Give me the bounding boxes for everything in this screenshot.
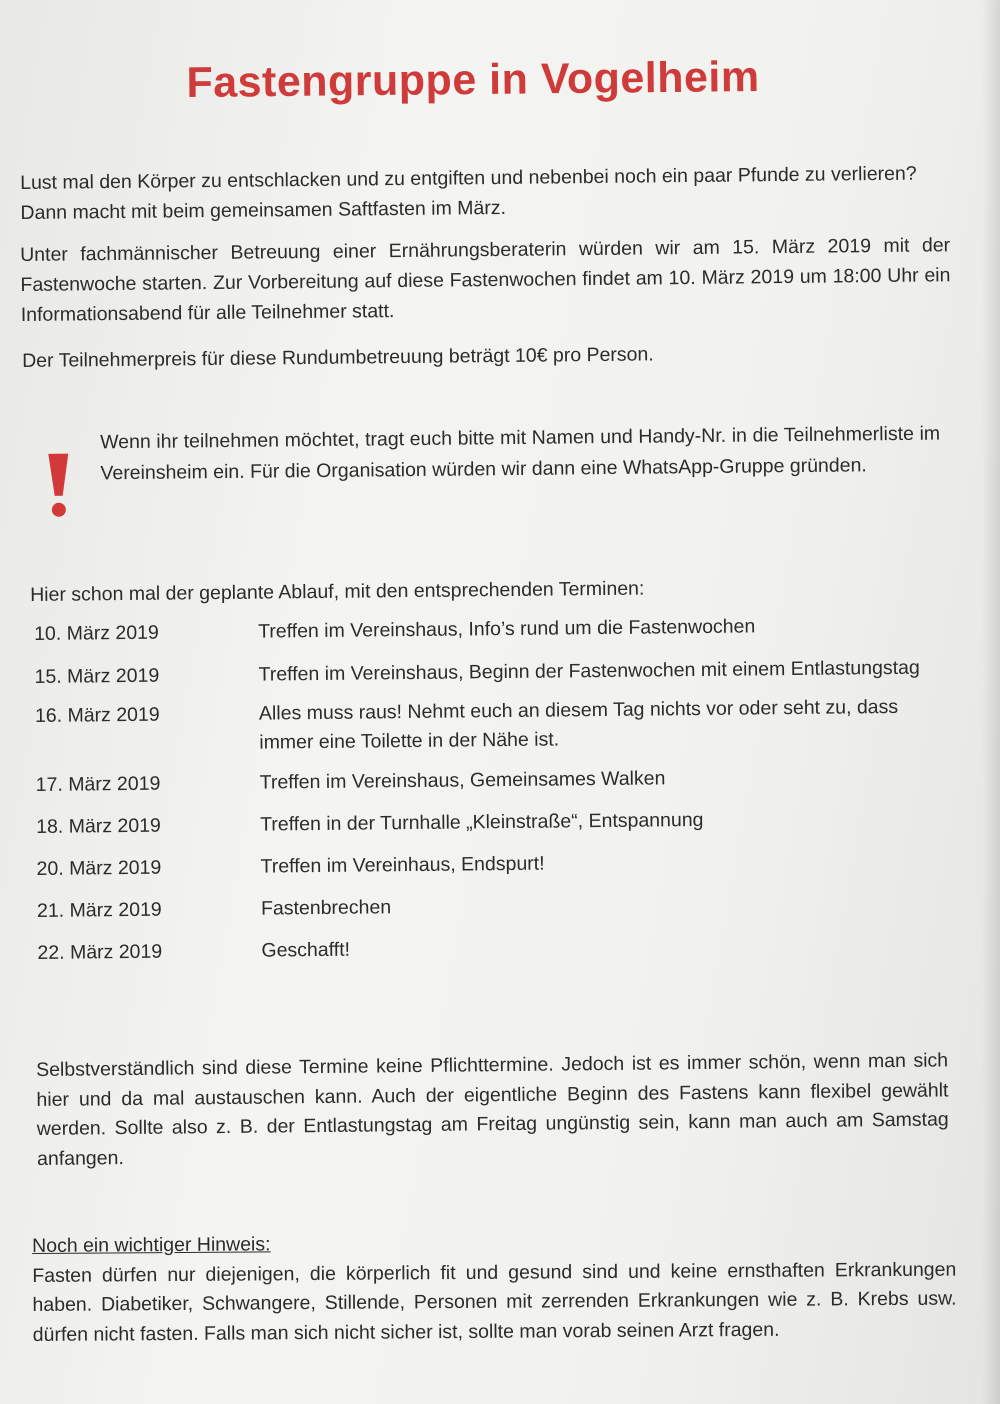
notice-text: Wenn ihr teilnehmen möchtet, tragt euch bitte mit Namen und Handy-Nr. in die Teilnehmerliste im Vereinsheim ein. Für die Organisation würden wir dann eine WhatsApp-Gruppe gründen.: [100, 422, 941, 485]
schedule-row: [32, 845, 942, 884]
schedule-list: [30, 610, 944, 968]
schedule-description: Treffen im Vereinhaus, Endspurt!: [260, 852, 545, 878]
hint-body: Fasten dürfen nur diejenigen, die körperlich fit und gesund sind und keine ernsthaften Erkrankungen haben. Diabetiker, Schwangere, Stillende, Personen mit zerrenden Erkrankungen wie z. B. Krebs usw. dürfen nicht fasten. Falls man sich nicht sicher ist, sollte man vorab seinen Arzt fragen.: [32, 1258, 957, 1346]
main-paragraph: Unter fachmännischer Betreuung einer Ernährungsberaterin würden wir am 15. März 2019 mit der Fastenwoche starten. Zur Vorbereitung auf diese Fastenwochen findet am 10. März 2019 um 18:00 Uhr ein Informationsabend für alle Teilnehmer statt.: [20, 234, 951, 326]
price-paragraph: Der Teilnehmerpreis für diese Rundumbetreuung beträgt 10€ pro Person.: [22, 343, 654, 372]
hint-heading: Noch ein wichtiger Hinweis:: [32, 1233, 271, 1257]
schedule-date: 20. März 2019: [36, 856, 162, 880]
schedule-date: 10. März 2019: [34, 621, 159, 645]
schedule-description: Alles muss raus! Nehmt euch an diesem Tag nichts vor oder seht zu, dass immer eine Toilette in der Nähe ist.: [258, 695, 899, 754]
schedule-description: Treffen im Vereinshaus, Beginn der Fastenwochen mit einem Entlastungstag: [258, 656, 920, 686]
schedule-row: [30, 610, 940, 649]
schedule-row: [32, 761, 942, 800]
schedule-description: Treffen im Vereinshaus, Gemeinsames Walken: [259, 767, 666, 794]
schedule-row: [32, 803, 942, 842]
closing-paragraph: Selbstverständlich sind diese Termine keine Pflichttermine. Jedoch ist es immer schön, wenn man sich hier und da mal austauschen kann. Auch der eigentliche Beginn des Fastens kann flexibel gewählt werden. Sollte also z. B. der Entlastungstag am Freitag ungünstig sein, kann man auch am Samstag anfangen.: [36, 1049, 949, 1170]
schedule-row: [33, 887, 943, 926]
schedule-date: 22. März 2019: [37, 940, 163, 964]
exclamation-icon: [38, 450, 79, 520]
schedule-intro: Hier schon mal der geplante Ablauf, mit den entsprechenden Terminen:: [30, 577, 645, 606]
schedule-date: 15. März 2019: [34, 664, 160, 688]
schedule-description: Treffen im Vereinshaus, Info’s rund um die Fastenwochen: [258, 615, 756, 643]
schedule-row: [30, 653, 940, 692]
schedule-description: Geschafft!: [261, 938, 351, 962]
schedule-description: Treffen in der Turnhalle „Kleinstraße“, Entspannung: [260, 808, 704, 836]
schedule-row: [33, 929, 943, 968]
notice-box: [38, 419, 943, 485]
important-hint: [32, 1226, 957, 1350]
schedule-description: Fastenbrechen: [260, 896, 392, 920]
schedule-date: 18. März 2019: [36, 814, 161, 838]
schedule-date: 16. März 2019: [34, 703, 160, 727]
schedule-date: 17. März 2019: [35, 772, 161, 796]
intro-paragraph: Lust mal den Körper zu entschlacken und zu entgiften und nebenbei noch ein paar Pfunde zu verlieren? Dann macht mit beim gemeinsamen Saftfasten im März.: [20, 162, 917, 224]
schedule-date: 21. März 2019: [36, 898, 162, 922]
document-title: Fastengruppe in Vogelheim: [186, 53, 760, 107]
schedule-row: [31, 692, 942, 760]
